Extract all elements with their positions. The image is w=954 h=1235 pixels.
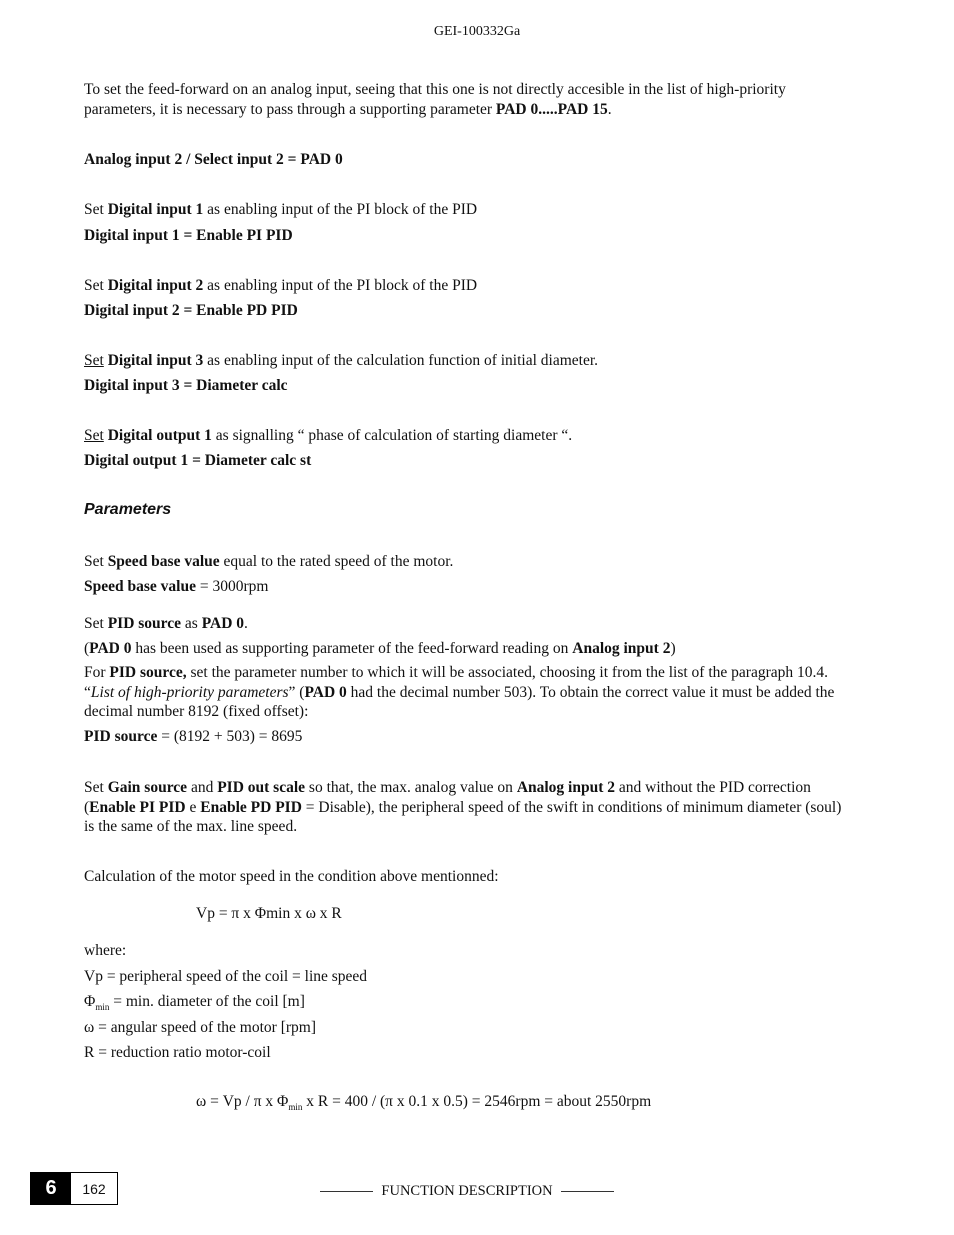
set-word: Set (84, 352, 104, 369)
param-assignment: Digital input 1 = Enable PI PID (84, 226, 293, 244)
set-word: Set (84, 201, 108, 218)
result-text: ω = Vp / π x Φ (196, 1093, 289, 1110)
r-definition: R = reduction ratio motor-coil (84, 1044, 271, 1061)
pad-name: PAD 0 (304, 683, 347, 701)
set-word: Set (84, 277, 108, 294)
and-word: and (187, 779, 218, 796)
result-formula (196, 1092, 651, 1112)
phi-definition (84, 992, 844, 1012)
digital-input-3-paragraph (84, 351, 844, 395)
result-subscript: min (288, 1102, 303, 1112)
speed-base-paragraph (84, 552, 844, 596)
page-number: 162 (82, 1180, 106, 1197)
set-word: Set (84, 427, 104, 444)
param-desc: as enabling input of the PI block of the PID (203, 277, 478, 294)
parameters-heading: Parameters (84, 501, 172, 518)
intro-paragraph (84, 80, 844, 119)
param-name: Digital output 1 (103, 427, 212, 444)
speed-formula: Vp = π x Φmin x ω x R (196, 905, 342, 922)
param-name: PID source, (109, 664, 187, 681)
calc-intro: Calculation of the motor speed in the condition above mentionned: (84, 868, 499, 885)
intro-end: . (607, 100, 612, 118)
phi-symbol: Φ (84, 993, 96, 1010)
for-text: set the parameter number to which it will be associated, choosing it from the list of the paragraph 10.4. “ (84, 664, 828, 701)
pad-name: PAD 0 (89, 639, 132, 657)
param-desc: as enabling input of the calculation function of initial diameter. (203, 352, 599, 369)
param-name: Digital input 2 (107, 277, 204, 294)
param-name: PID source (107, 615, 182, 632)
footer-section-title: FUNCTION DESCRIPTION (381, 1183, 553, 1199)
param-desc: equal to the rated speed of the motor. (219, 553, 454, 570)
vp-definition: Vp = peripheral speed of the coil = line speed (84, 967, 368, 985)
param-name: Gain source (107, 779, 188, 796)
param-desc: as enabling input of the PI block of the PID (203, 201, 478, 218)
as-word: as (181, 615, 202, 632)
param-assignment: Digital input 2 = Enable PD PID (84, 301, 298, 319)
note-text: has been used as supporting parameter of the feed-forward reading on (131, 639, 573, 657)
paren: ( (84, 639, 90, 657)
analog-input-name: Analog input 2 (572, 639, 671, 657)
digital-output-1-paragraph (84, 426, 844, 470)
param-name: Enable PD PID (200, 798, 302, 816)
page-number-box (30, 1172, 118, 1205)
where-label: where: (84, 942, 127, 959)
param-desc: as signalling “ phase of calculation of starting diameter “. (211, 427, 573, 444)
chapter-number: 6 (31, 1173, 71, 1204)
gain-source-paragraph (84, 778, 844, 837)
footer-rule-left (320, 1191, 373, 1192)
analog-select-line: Analog input 2 / Select input 2 = PAD 0 (84, 151, 343, 168)
param-name: Digital input 1 (107, 201, 204, 218)
where-list (84, 941, 844, 1063)
phi-subscript: min (95, 1002, 110, 1012)
digital-input-1-paragraph (84, 200, 844, 245)
result-text: x R = 400 / (π x 0.1 x 0.5) = 2546rpm = about 2550rpm (302, 1093, 652, 1110)
gain-text: so that, the max. analog value on (305, 779, 517, 796)
gain-text: and without the PID correction ( (84, 779, 811, 816)
pad-range: PAD 0.....PAD 15 (495, 100, 608, 118)
param-value: = (8192 + 503) = 8695 (157, 727, 303, 745)
footer-section (320, 1183, 614, 1200)
param-assignment: Digital input 3 = Diameter calc (84, 376, 288, 394)
pad-name: PAD 0 (201, 615, 245, 632)
set-word: Set (84, 779, 108, 796)
list-reference: List of high-priority parameters (90, 683, 289, 701)
gain-text: = Disable), the peripheral speed of the swift in conditions of minimum diameter (soul) is the same of the max. line speed. (84, 798, 842, 835)
param-name: PID out scale (217, 779, 306, 796)
e-word: e (185, 798, 201, 816)
param-name: Enable PI PID (89, 798, 186, 816)
omega-definition: ω = angular speed of the motor [rpm] (84, 1018, 317, 1036)
param-name: Speed base value (107, 553, 220, 570)
set-word: Set (84, 615, 108, 632)
footer-rule-right (561, 1191, 614, 1192)
param-name: Speed base value (84, 577, 196, 595)
paren: ) (670, 639, 676, 657)
param-name: Digital input 3 (103, 352, 204, 369)
for-text: ” ( (288, 683, 305, 701)
analog-input-name: Analog input 2 (516, 779, 616, 796)
intro-text: To set the feed-forward on an analog input, seeing that this one is not directly accesible in the list of high-priority parameters, it is necessary to pass through a supporting parameter (84, 81, 786, 118)
set-word: Set (84, 553, 108, 570)
param-name: PID source (84, 727, 158, 745)
for-text: had the decimal number 503). To obtain the correct value it must be added the decimal number 8192 (fixed offset): (84, 683, 835, 720)
document-id: GEI-100332Ga (433, 24, 521, 39)
param-value: = 3000rpm (195, 577, 269, 595)
pid-source-paragraph (84, 614, 844, 746)
param-assignment: Digital output 1 = Diameter calc st (84, 451, 312, 469)
dot: . (244, 615, 248, 632)
digital-input-2-paragraph (84, 276, 844, 320)
for-word: For (84, 664, 110, 681)
phi-text: = min. diameter of the coil [m] (109, 993, 305, 1010)
